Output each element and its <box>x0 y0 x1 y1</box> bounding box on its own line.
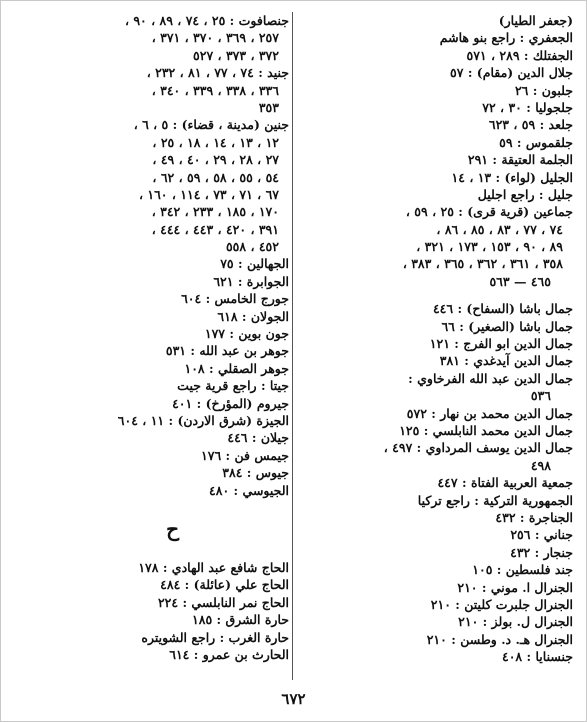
index-entry: جند فلسطين : ١٠٥ <box>472 562 573 578</box>
index-column-right <box>303 12 573 665</box>
index-column-left <box>11 12 289 663</box>
index-entry: الجهالين : ٧٥ <box>220 256 289 272</box>
index-entry: حارة الشرق : ١٨٥ <box>192 612 289 628</box>
index-entry: جناني : ٢٥٦ <box>510 527 573 543</box>
index-entry-continuation: ٣٣٦ ، ٣٣٨ ، ٣٣٩ ، ٣٤٠ ، <box>151 82 279 98</box>
index-entry-continuation: ٥٣٦ <box>530 388 551 404</box>
index-entry: جيتا : راجع قرية جيت <box>177 378 289 394</box>
index-entry: جوهر بن عبد الله : ٥٣١ <box>165 343 289 359</box>
index-entry: جنين (مدينة ، قضاء) : ٥ ، ٦ ، <box>133 117 289 133</box>
index-entry: جمعية العربية الفتاة : ٤٤٧ <box>437 475 573 491</box>
index-entry: الجليل (لواء) : ١٣ ، ١٤ <box>451 169 573 185</box>
index-entry: الحارث بن عمرو : ٦١٤ <box>169 646 289 662</box>
index-entry: جلقموس : ٥٩ <box>499 134 573 150</box>
spacer <box>11 499 289 509</box>
spacer <box>303 290 573 300</box>
index-entry: الجنرال ا. موني : ٢١٠ <box>457 579 573 595</box>
column-divider <box>292 12 293 680</box>
index-entry: جمال باشا (الصغير) : ٦٦ <box>441 318 573 334</box>
index-entry-continuation: ٢٧ ، ٢٨ ، ٢٩ ، ٤٠ ، ٤٩ ، <box>152 152 279 168</box>
section-letter-heading: ح <box>166 516 179 541</box>
index-entry: الجوابرة : ٦٢١ <box>213 273 289 289</box>
index-entry: جمال الدين عبد الله الفرخاوي : <box>408 370 573 386</box>
index-entry-continuation: ٨٩ ، ٩٠ ، ١٥٣ ، ١٧٣ ، ٣٢١ ، <box>416 239 563 255</box>
index-entry: الجعفري : راجع بنو هاشم <box>439 30 573 46</box>
index-entry-continuation: ٣٧٢ ، ٣٧٣ ، ٥٢٧ <box>193 47 279 63</box>
index-entry: الجناجرة : ٤٣٢ <box>495 509 573 525</box>
index-entry: جورج الخامس : ٦٠٤ <box>181 291 289 307</box>
index-entry-continuation: ٣٥٣ <box>258 99 279 115</box>
index-entry: جمال الدين ابو الفرج : ١٢١ <box>429 336 573 352</box>
index-entry: جيمس فن : ١٧٦ <box>201 447 289 463</box>
index-entry: جمال الدين آيدغدي : ٣٨١ <box>439 353 573 369</box>
index-entry: جيوس : ٣٨٤ <box>222 465 289 481</box>
index-entry-continuation: ٤٥٢ ، ٥٥٨ <box>225 239 279 255</box>
index-entry: جنسنايا : ٤٠٨ <box>502 649 573 665</box>
page-number: ٦٧٢ <box>281 690 306 708</box>
index-entry: جوهر الصقلي : ١٠٨ <box>184 360 289 376</box>
index-entry-continuation: ٣٩١ ، ٤٢٠ ، ٤٤٣ ، ٤٤٤ ، <box>151 221 279 237</box>
index-entry-continuation: ٣٥٨ ، ٣٦١ ، ٣٦٢ ، ٣٦٥ ، ٣٨٣ ، <box>402 256 563 272</box>
index-entry: الجيزة (شرق الاردن) : ١١ ، ٦٠٤ <box>117 412 289 428</box>
index-entry: جلبون : ٢٦ <box>514 82 573 98</box>
index-entry: جليل : راجع اجليل <box>477 186 573 202</box>
index-entry: جمال الدين يوسف المرداوي : ٤٩٧ ، <box>383 440 573 456</box>
index-entry: جيلان : ٤٤٦ <box>227 430 289 446</box>
index-entry: الجفتلك : ٢٨٩ ، ٥٧١ <box>466 47 573 63</box>
index-entry: الجنرال ل. بولز : ٢١٠ <box>458 614 573 630</box>
index-entry: جمال الدين محمد النابلسي : ١٢٥ <box>399 422 573 438</box>
index-entry: (جعفر الطيار) <box>498 13 573 28</box>
index-entry: حارة الغرب : راجع الشويتره <box>141 629 289 645</box>
index-entry-continuation: ٥٤ ، ٥٥ ، ٥٨ ، ٥٩ ، ٦٢ ، <box>152 169 279 185</box>
index-entry: الجيوسي : ٤٨٠ <box>209 482 289 498</box>
index-entry: الجلمة العتيقة : ٢٩١ <box>467 152 573 168</box>
index-entry-continuation: ٤٩٨ <box>530 457 551 473</box>
index-entry-continuation: ٢٥٧ ، ٣٦٩ ، ٣٧٠ ، ٣٧١ ، <box>151 30 279 46</box>
index-entry: الجولان : ٦١٨ <box>217 308 289 324</box>
index-entry: الحاج علي (عائلة) : ٤٨٤ <box>160 577 289 593</box>
index-entry: جلعد : ٥٩ ، ٦٢٣ <box>488 117 573 133</box>
index-entry: جنصافوت : ٢٥ ، ٧٤ ، ٨٩ ، ٩٠ ، <box>124 13 289 28</box>
index-entry: جنجار : ٤٣٢ <box>510 544 573 560</box>
index-entry: جمال الدين محمد بن نهار : ٥٧٢ <box>406 405 573 421</box>
index-entry: جمال باشا (السفاح) : ٤٤٦ <box>432 301 573 317</box>
index-entry: جون بوين : ١٧٧ <box>204 326 289 342</box>
index-entry: جماعين (قرية قرى) : ٢٥ ، ٥٩ ، <box>405 204 573 220</box>
index-entry: الحاج نمر النابلسي : ٢٢٤ <box>157 594 289 610</box>
index-entry-continuation: ١٢ ، ١٣ ، ١٤ ، ١٨ ، ٢٥ ، <box>152 134 279 150</box>
index-entry-continuation: ٤٦٥ — ٥٦٣ <box>489 273 551 289</box>
index-entry: جنيد : ٧٤ ، ٧٧ ، ٨١ ، ٢٣٢ ، <box>146 65 289 81</box>
index-entry: جيروم (المؤرخ) : ٤٠١ <box>172 395 289 411</box>
index-entry: الجنرال هـ. د. وطسن : ٢١٠ <box>426 631 573 647</box>
index-entry: الجمهورية التركية : راجع تركيا <box>417 492 573 508</box>
index-entry: الحاج شافع عبد الهادي : ١٧٨ <box>138 559 289 575</box>
index-entry: جلال الدين (مقام) : ٥٧ <box>450 65 573 81</box>
index-entry-continuation: ١٧٠ ، ١٨٥ ، ٢٣٣ ، ٣٤٢ ، <box>151 204 279 220</box>
spacer <box>11 549 289 559</box>
index-entry-continuation: ٧٤ ، ٧٧ ، ٨٣ ، ٨٥ ، ٨٦ ، <box>436 221 563 237</box>
index-entry-continuation: ٦٧ ، ٧١ ، ٧٣ ، ١١٤ ، ١٦٠ ، <box>138 186 279 202</box>
index-entry: الجنرال جلبرت كليتن : ٢١٠ <box>430 596 573 612</box>
index-entry: جلجوليا : ٣٠ ، ٧٢ <box>482 99 573 115</box>
